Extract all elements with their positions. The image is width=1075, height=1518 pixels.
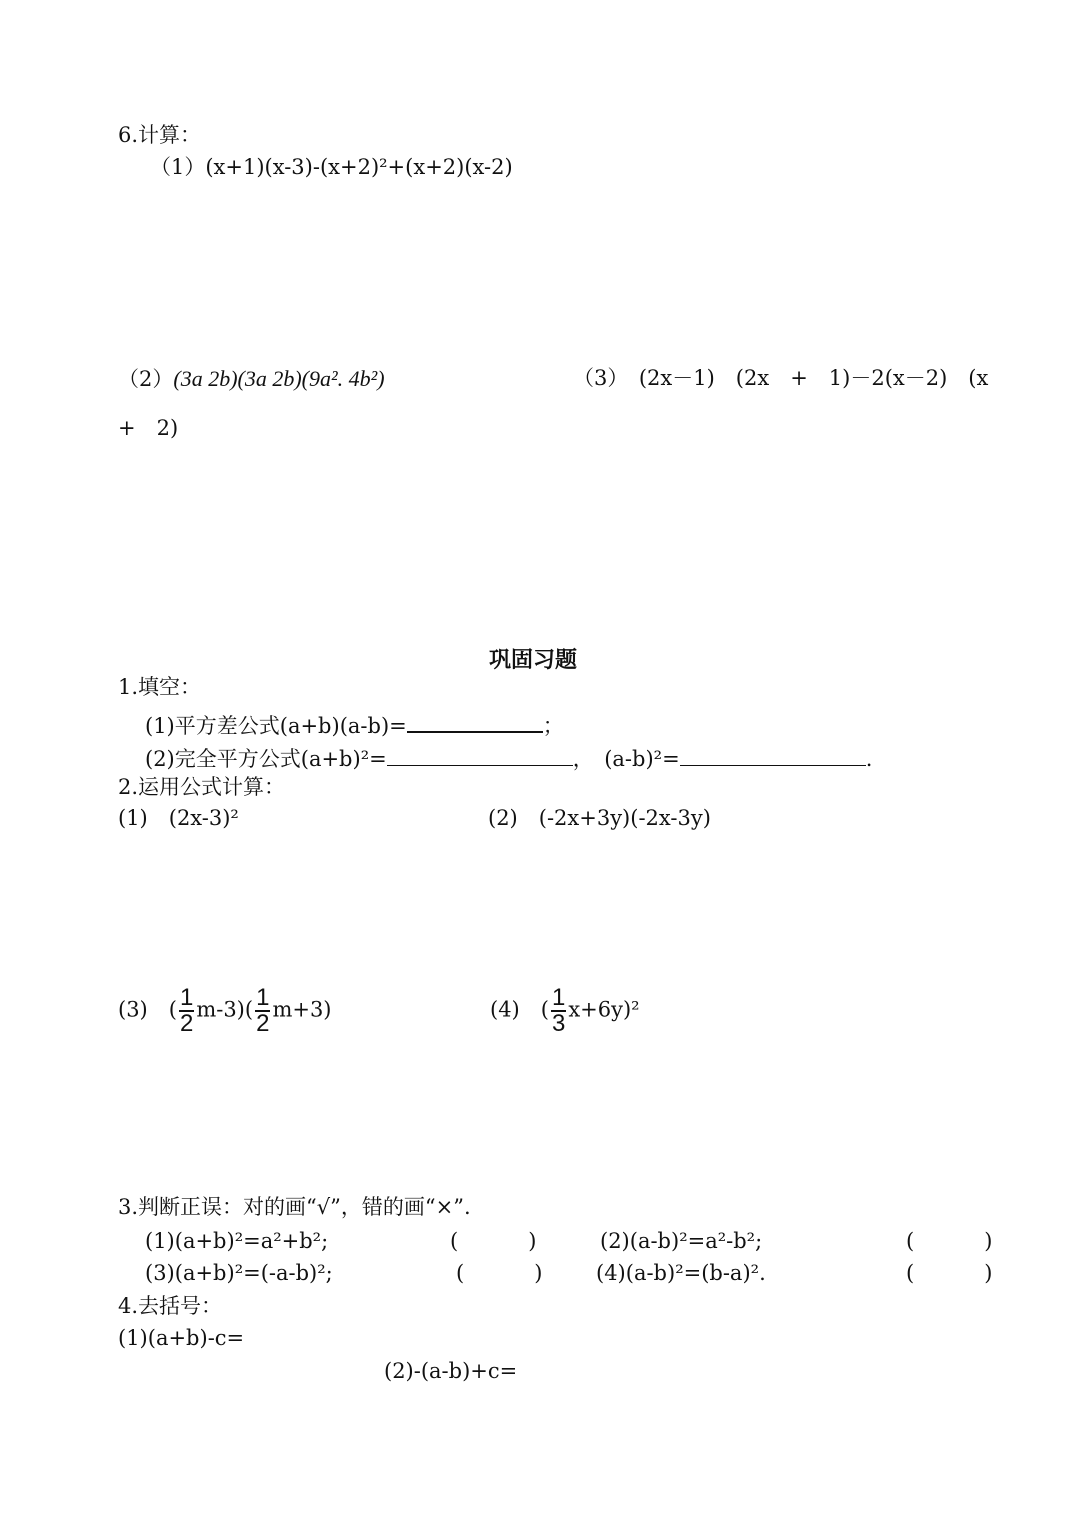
q3-item4: (4)(a-b)²=(b-a)². [596,1261,766,1285]
q3-item2-answer[interactable] [906,1231,992,1252]
q1-item2-end: . [865,747,873,771]
q6-part2-expression: (3a 2b)(3a 2b)(9a². 4b²) [173,366,385,391]
q2-item3-label: (3) ( [118,997,177,1022]
q1-item1-end: ； [542,714,564,738]
fraction-denominator: 3 [551,1010,566,1037]
q1-item2 [145,745,872,770]
q1-item2-blank-a[interactable] [387,745,573,766]
paren-open: ( [456,1261,465,1285]
paren-open: ( [906,1261,915,1285]
q2-item4-fraction [551,986,566,1036]
q4-item1: (1)(a+b)-c= [118,1326,245,1350]
q2-item3-mid: m-3)( [196,997,254,1022]
q1-item2-text: (2)完全平方公式(a+b)²= [145,747,387,771]
paren-close: ) [534,1261,543,1285]
q1-item2-blank-b[interactable] [680,745,866,766]
q4-item2: (2)-(a-b)+c= [384,1359,518,1383]
q2-item3-fraction-a [179,986,194,1036]
q6-part3-line1: （3） (2x－1) (2x + 1)－2(x－2) (x [573,366,989,390]
q3-heading: 3.判断正误：对的画“√”，错的画“×”. [118,1195,471,1219]
q3-item4-answer[interactable] [906,1263,992,1284]
fraction-denominator: 2 [256,1010,270,1037]
q3-item1: (1)(a+b)²=a²+b²; [145,1229,329,1253]
q1-item2-mid: ， (a-b)²= [572,747,680,771]
q3-item2: (2)(a-b)²=a²-b²; [600,1229,763,1253]
paren-close: ) [984,1229,993,1253]
paren-close: ) [528,1229,537,1253]
fraction-numerator: 1 [179,984,194,1011]
section-title: 巩固习题 [489,648,578,673]
fraction-numerator: 1 [256,984,270,1011]
paren-open: ( [450,1229,459,1253]
q2-item1: (1) (2x-3)² [118,806,239,830]
paren-close: ) [984,1261,993,1285]
q4-heading: 4.去括号： [118,1294,223,1318]
q6-part2-label: （2） [118,367,174,391]
q6-part3-line2: + 2) [118,416,179,440]
q2-item2: (2) (-2x+3y)(-2x-3y) [488,806,711,830]
q2-item3-fraction-b [255,986,270,1036]
q3-item3-answer[interactable] [456,1263,542,1284]
q2-item4-end: x+6y)² [568,997,640,1022]
q3-item3: (3)(a+b)²=(-a-b)²; [145,1261,333,1285]
q1-item1-blank[interactable] [407,711,543,733]
q1-heading: 1.填空： [118,675,202,699]
fraction-numerator: 1 [551,984,566,1011]
q6-part1: （1）(x+1)(x-3)-(x+2)²+(x+2)(x-2) [150,155,513,179]
q2-heading: 2.运用公式计算： [118,775,286,799]
q6-part2 [118,368,385,390]
q2-item3 [118,986,332,1036]
q2-item4-label: (4) ( [490,997,549,1022]
q3-item1-answer[interactable] [450,1231,536,1252]
q2-item4 [490,986,640,1036]
fraction-denominator: 2 [179,1010,194,1037]
paren-open: ( [906,1229,915,1253]
q1-item1-text: (1)平方差公式(a+b)(a-b)= [145,714,407,738]
q6-heading: 6.计算： [118,123,202,147]
q2-item3-end: m+3) [272,997,332,1022]
q1-item1 [145,711,564,737]
